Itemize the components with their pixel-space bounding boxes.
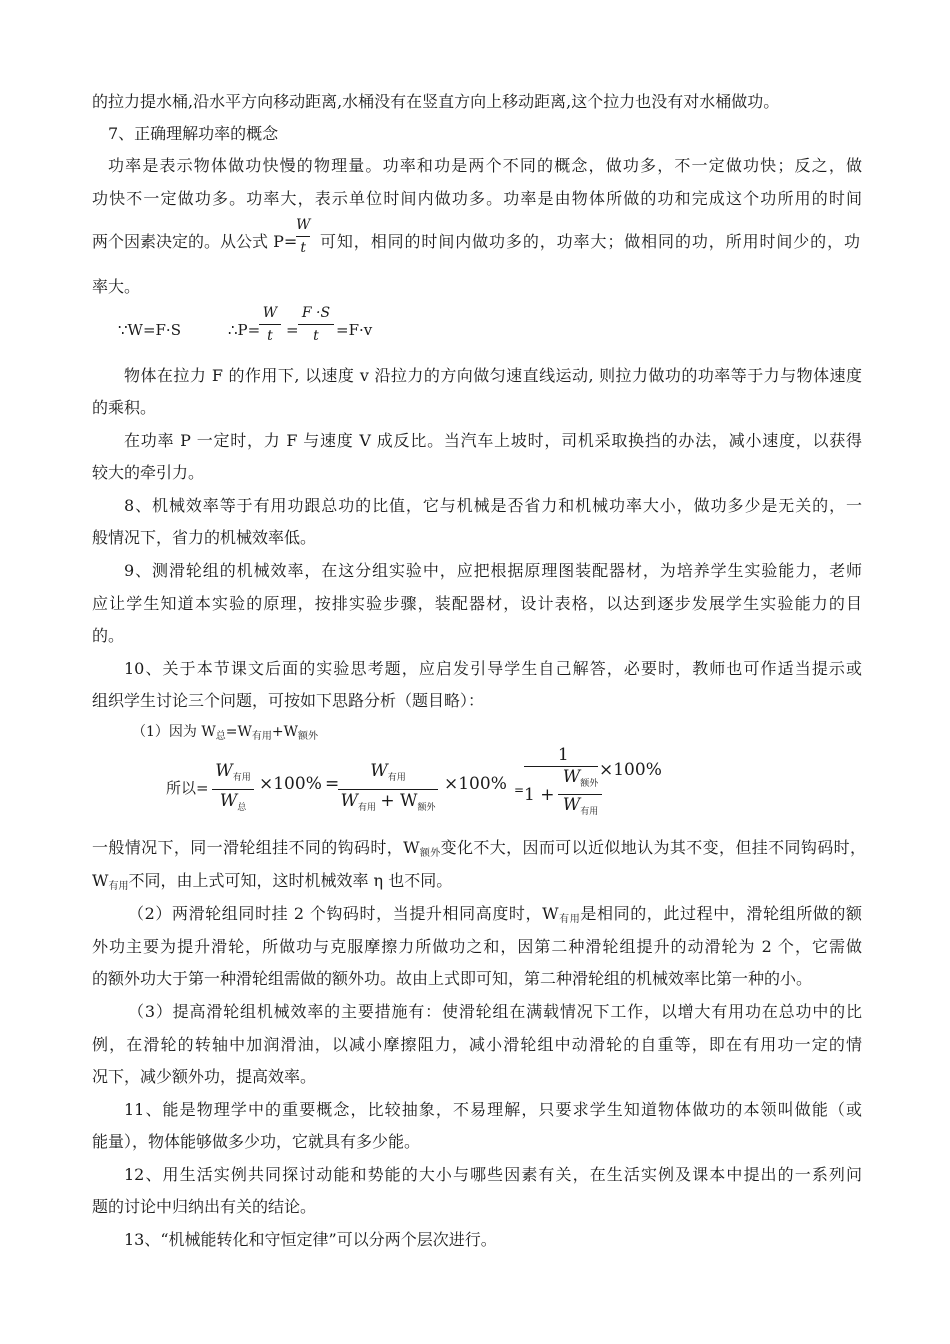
formula-so: 所以=: [166, 779, 209, 797]
inner-fraction: [558, 769, 602, 820]
power-fraction: [296, 216, 310, 257]
paragraph-line: 9、测滑轮组的机械效率，在这分组实验中，应把根据原理图装配器材，为培养学生实验能力，老师: [124, 561, 862, 580]
fraction-denominator: t: [313, 328, 319, 344]
paragraph-line: 能量），物体能够做多少功，它就具有多少能。: [92, 1132, 421, 1151]
fraction-numerator: W: [296, 217, 311, 233]
efficiency-fraction-1: [212, 762, 254, 817]
paragraph-line: 题的讨论中归纳出有关的结论。: [92, 1197, 317, 1216]
fraction-numerator: 1: [557, 745, 569, 765]
paragraph-line: 况下，减少额外功，提高效率。: [92, 1067, 317, 1086]
fraction-bar: [296, 236, 310, 237]
efficiency-fraction-2: [338, 762, 438, 817]
paragraph-line: 率大。: [92, 277, 141, 296]
paragraph-line: 的乘积。: [92, 398, 157, 417]
efficiency-fraction-3: [524, 746, 602, 820]
paragraph-line: （2）两滑轮组同时挂 2 个钩码时，当提升相同高度时，$W_{有用}$是相同的，此过程中，滑轮组所做的额: [128, 904, 862, 925]
fraction-bar: [259, 324, 281, 325]
paragraph-line: （3）提高滑轮组机械效率的主要措施有：使滑轮组在满载情况下工作，以增大有用功在总功中的比: [128, 1002, 862, 1021]
fraction-denominator: t: [300, 240, 307, 256]
fraction-numerator: $W_{有用}$: [370, 761, 406, 783]
paragraph-line: 的拉力提水桶,沿水平方向移动距离,水桶没有在竖直方向上移动距离,这个拉力也没有对水桶做功。: [92, 92, 780, 111]
formula-equals: =: [325, 774, 340, 794]
paragraph-line: 8、机械效率等于有用功跟总功的比值，它与机械是否省力和机械功率大小，做功多少是无关的，一: [124, 496, 862, 515]
paragraph-line: 外功主要为提升滑轮，所做功与克服摩擦力所做功之和，因第二种滑轮组提升的动滑轮为 2 个，它需做: [92, 937, 862, 956]
paragraph-line-start: 两个因素决定的。从公式 P=: [92, 232, 298, 251]
paragraph-line: 例，在滑轮的转轴中加润滑油，以减小摩擦阻力，减小滑轮组中动滑轮的自重等，即在有用功一定的情: [92, 1035, 862, 1054]
paragraph-line: 应让学生知道本实验的原理，按排实验步骤，装配器材，设计表格，以达到逐步发展学生实验能力的目: [92, 594, 862, 613]
formula-result: =F·v: [336, 321, 373, 339]
paragraph-line: 12、用生活实例共同探讨动能和势能的大小与哪些因素有关，在生活实例及课本中提出的一系列问: [124, 1165, 862, 1184]
fraction-denominator: $W_{有用} + W_{额外}$: [340, 791, 436, 813]
paragraph-line: 的。: [92, 626, 125, 645]
fraction-bar: [338, 789, 438, 790]
fraction-numerator: $W_{额外}$: [562, 767, 599, 789]
fraction-bar: [298, 324, 334, 325]
paragraph-line: 功率是表示物体做功快慢的物理量。功率和功是两个不同的概念，做功多，不一定做功快；反之，做: [108, 156, 862, 175]
fraction-numerator: W: [262, 305, 278, 321]
fraction-denominator: $W_总$: [219, 791, 247, 813]
paragraph-line: 功快不一定做功多。功率大，表示单位时间内做功多。功率是由物体所做的功和完成这个功所用的时间: [92, 189, 862, 208]
fraction-denominator: 1 + $\frac{W_{额外}}{W_{有用}}$: [524, 769, 602, 820]
formula-therefore: ∴P=: [228, 321, 261, 339]
paragraph-line: 一般情况下，同一滑轮组挂不同的钩码时，$W_{额外}$变化不大，因而可以近似地认为其不变，但挂不同钩码时，: [92, 838, 866, 859]
paragraph-line: 物体在拉力 F 的作用下, 以速度 v 沿拉力的方向做匀速直线运动, 则拉力做功的功率等于力与物体速度: [124, 366, 862, 385]
fraction-numerator: $W_{有用}$: [215, 761, 251, 783]
paragraph-line-end: 可知，相同的时间内做功多的，功率大；做相同的功，所用时间少的，功: [320, 232, 860, 251]
paragraph-line: 般情况下，省力的机械效率低。: [92, 528, 317, 547]
fraction-bar: [524, 766, 598, 767]
times-100-percent: ×100%: [444, 774, 507, 794]
paragraph-line: 的额外功大于第一种滑轮组需做的额外功。故由上式即可知，第二种滑轮组的机械效率比第一种的小。: [92, 969, 813, 988]
question-1-line: （1）因为 $W_总=W_{有用}+W_{额外}$: [132, 724, 318, 742]
section-heading-7: 7、正确理解功率的概念: [108, 124, 279, 143]
paragraph-line: 组织学生讨论三个问题，可按如下思路分析（题目略）：: [92, 691, 485, 710]
times-100-percent: ×100%: [599, 760, 662, 780]
paragraph-line: $W_{有用}$不同，由上式可知，这时机械效率 η 也不同。: [92, 871, 453, 892]
formula-fraction-fs-t: [298, 304, 334, 345]
fraction-numerator: F ·S: [301, 305, 331, 321]
formula-equals: =: [286, 321, 299, 339]
paragraph-line: 在功率 P 一定时，力 F 与速度 V 成反比。当汽车上坡时，司机采取换挡的办法，减小速度，以获得: [124, 431, 862, 450]
paragraph-line: 较大的牵引力。: [92, 463, 205, 482]
fraction-bar: [212, 789, 254, 790]
fraction-denominator: $W_{有用}$: [562, 795, 599, 817]
paragraph-line: 10、关于本节课文后面的实验思考题，应启发引导学生自己解答，必要时，教师也可作适当提示或: [124, 659, 862, 678]
paragraph-line: 11、能是物理学中的重要概念，比较抽象，不易理解，只要求学生知道物体做功的本领叫做能（或: [124, 1100, 862, 1119]
formula-because: ∵W=F·S: [118, 321, 181, 339]
formula-equals: =: [514, 783, 525, 797]
times-100-percent: ×100%: [259, 774, 322, 794]
paragraph-line: 13、“机械能转化和守恒定律”可以分两个层次进行。: [124, 1230, 497, 1249]
fraction-denominator: t: [267, 328, 273, 344]
formula-fraction-w-t: [259, 304, 281, 345]
